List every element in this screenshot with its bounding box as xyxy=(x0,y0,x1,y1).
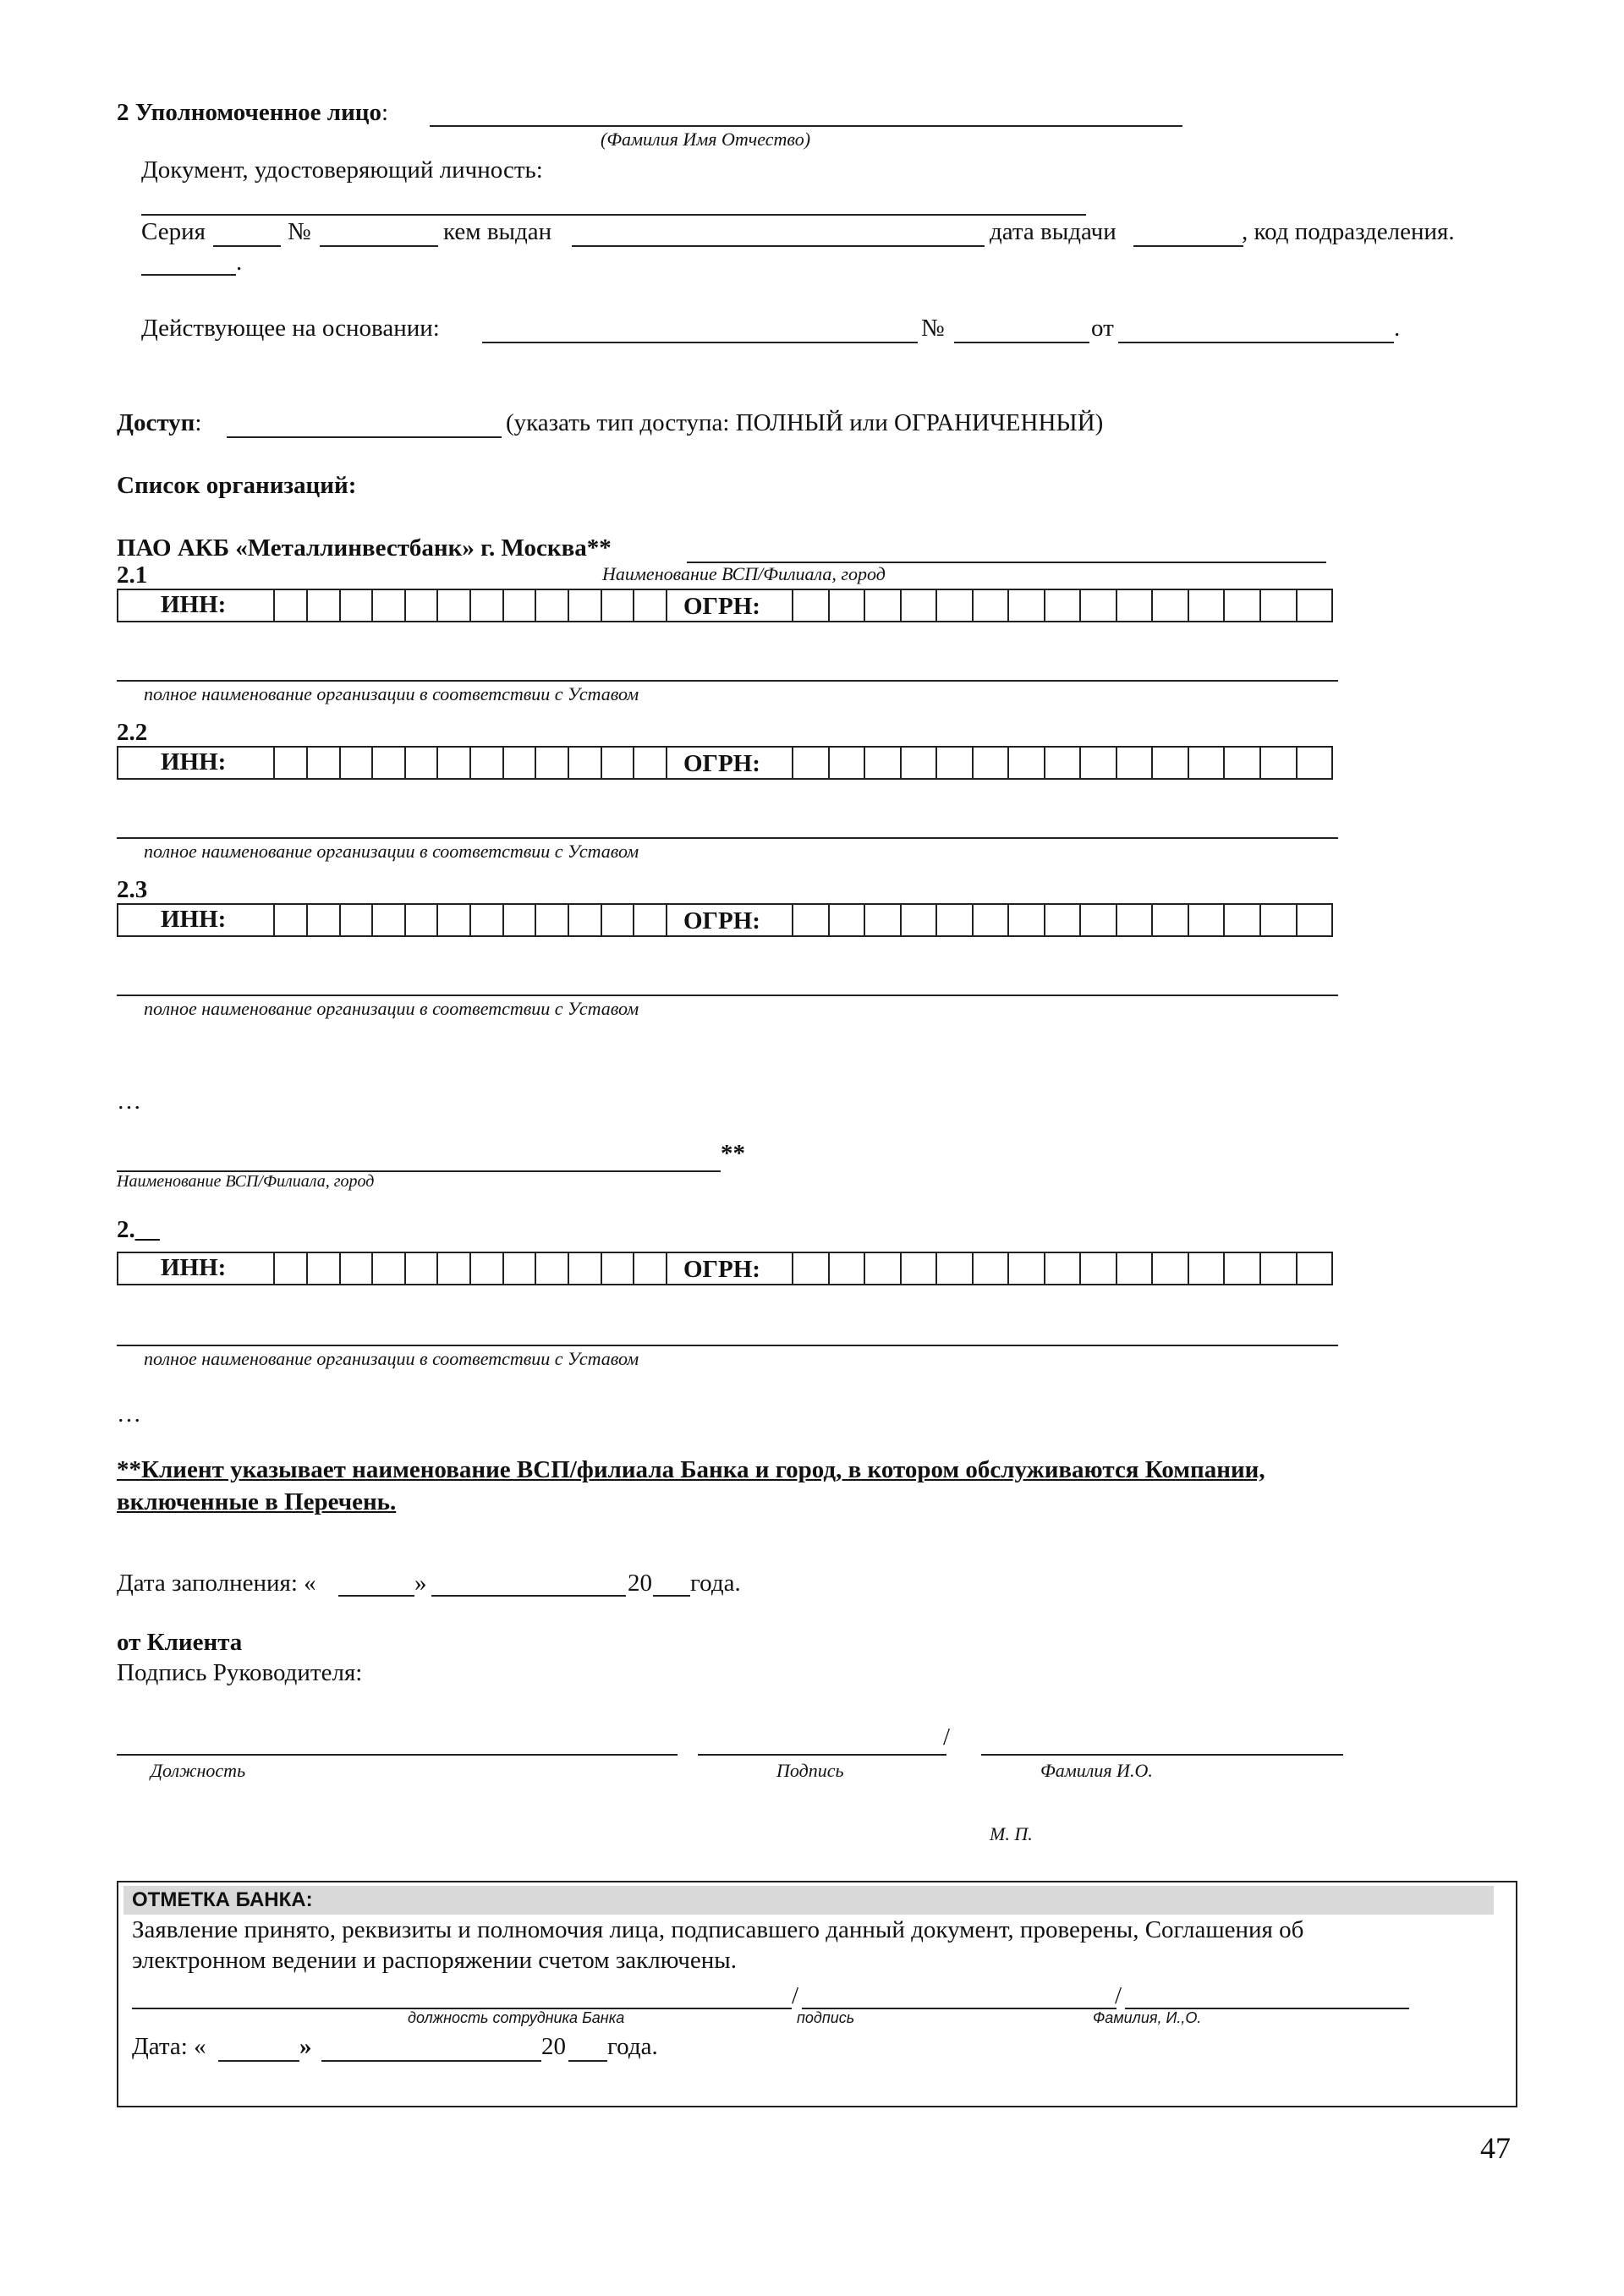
division-code-label: , код подразделения. xyxy=(1242,218,1455,245)
note-line-1: **Клиент указывает наименование ВСП/филиала Банка и город, в котором обслуживаются Компании, xyxy=(117,1456,1265,1483)
ogrn-label: ОГРН: xyxy=(683,1256,760,1283)
ogrn-digit-cell[interactable] xyxy=(1261,1253,1298,1284)
ogrn-digit-cell[interactable] xyxy=(830,590,866,621)
inn-digit-cell[interactable] xyxy=(438,905,471,935)
position-input-line[interactable] xyxy=(117,1754,678,1756)
bank-slash-2: / xyxy=(1115,1982,1122,2009)
ogrn-digit-cell[interactable] xyxy=(1153,905,1189,935)
inn-digit-cell[interactable] xyxy=(341,905,374,935)
client-fio-input-line[interactable] xyxy=(981,1754,1343,1756)
inn-digit-cell[interactable] xyxy=(406,748,439,778)
ogrn-digit-cell[interactable] xyxy=(974,748,1010,778)
ogrn-digit-cell[interactable] xyxy=(937,905,974,935)
extra-org-number: 2.__ xyxy=(117,1216,160,1243)
ogrn-digit-cell[interactable] xyxy=(1189,1253,1226,1284)
signature-input-line[interactable] xyxy=(698,1754,946,1756)
ogrn-digit-cell[interactable] xyxy=(1189,590,1226,621)
inn-digit-cell[interactable] xyxy=(373,590,406,621)
bank-mark-text-1: Заявление принято, реквизиты и полномочия лица, подписавшего данный документ, проверены, Соглашения об xyxy=(132,1916,1304,1943)
inn-label: ИНН: xyxy=(161,748,227,775)
inn-digit-cell[interactable] xyxy=(602,748,635,778)
ogrn-digit-cell[interactable] xyxy=(1153,590,1189,621)
ogrn-digit-cell[interactable] xyxy=(974,590,1010,621)
ogrn-digit-cell[interactable] xyxy=(1225,1253,1261,1284)
org-full-name-caption: полное наименование организации в соответствии с Уставом xyxy=(144,998,639,1019)
bank-name: ПАО АКБ «Металлинвестбанк» г. Москва** xyxy=(117,534,612,562)
access-hint: (указать тип доступа: ПОЛНЫЙ или ОГРАНИЧЕННЫЙ) xyxy=(506,409,1104,436)
ogrn-digit-cell[interactable] xyxy=(830,1253,866,1284)
access-type-input-line[interactable] xyxy=(227,436,502,438)
ogrn-digit-cell[interactable] xyxy=(830,748,866,778)
signature-caption: Подпись xyxy=(776,1760,844,1781)
inn-digit-cell[interactable] xyxy=(602,905,635,935)
ogrn-digit-cell[interactable] xyxy=(1225,590,1261,621)
bank-mark-text-2: электронном ведении и распоряжении счетом заключены. xyxy=(132,1947,737,1974)
org-full-name-input-line[interactable] xyxy=(117,995,1338,996)
org-full-name-input-line[interactable] xyxy=(117,837,1338,839)
ogrn-digit-cell[interactable] xyxy=(1225,748,1261,778)
inn-digit-cell[interactable] xyxy=(373,748,406,778)
ogrn-label: ОГРН: xyxy=(683,593,760,620)
inn-digit-cell[interactable] xyxy=(536,1253,569,1284)
series-input-line[interactable] xyxy=(213,245,281,247)
ogrn-digit-cell[interactable] xyxy=(830,905,866,935)
issue-date-input-line[interactable] xyxy=(1133,245,1243,247)
inn-digit-cell[interactable] xyxy=(634,905,667,935)
ogrn-digit-cell[interactable] xyxy=(1261,905,1298,935)
bank-slash-1: / xyxy=(792,1982,799,2009)
fill-year-prefix: 20 xyxy=(628,1570,652,1597)
ogrn-digit-cell[interactable] xyxy=(902,748,938,778)
ogrn-digit-cell[interactable] xyxy=(1298,905,1334,935)
inn-digit-cell[interactable] xyxy=(471,905,504,935)
ogrn-digit-cell[interactable] xyxy=(1189,905,1226,935)
inn-digit-cell[interactable] xyxy=(275,748,308,778)
ogrn-digit-cell[interactable] xyxy=(1117,590,1154,621)
number-input-line[interactable] xyxy=(320,245,438,247)
ogrn-digit-cell[interactable] xyxy=(937,748,974,778)
inn-digit-cell[interactable] xyxy=(536,748,569,778)
inn-label: ИНН: xyxy=(161,906,227,933)
fill-day-input-line[interactable] xyxy=(338,1595,414,1597)
inn-digit-cell[interactable] xyxy=(373,905,406,935)
ogrn-digit-cell[interactable] xyxy=(1009,748,1045,778)
client-fio-caption: Фамилия И.О. xyxy=(1040,1760,1153,1781)
ogrn-label: ОГРН: xyxy=(683,750,760,777)
inn-digit-cell[interactable] xyxy=(504,590,537,621)
ogrn-digit-cell[interactable] xyxy=(793,590,830,621)
inn-digit-cell[interactable] xyxy=(569,590,602,621)
inn-digit-cell[interactable] xyxy=(438,590,471,621)
inn-digit-cell[interactable] xyxy=(602,1253,635,1284)
from-client: от Клиента xyxy=(117,1629,243,1656)
inn-digit-cell[interactable] xyxy=(536,590,569,621)
division-code-dot: . xyxy=(236,249,243,276)
id-document-input-line[interactable] xyxy=(141,214,1086,216)
inn-digit-cell[interactable] xyxy=(308,748,341,778)
bank-year-suffix: года. xyxy=(607,2033,658,2060)
ogrn-digit-cell[interactable] xyxy=(1117,905,1154,935)
inn-digit-cell[interactable] xyxy=(308,905,341,935)
bank-day-input-line[interactable] xyxy=(218,2060,299,2062)
ogrn-digit-cell[interactable] xyxy=(1153,1253,1189,1284)
org-number: 2.3 xyxy=(117,876,148,903)
note-line-2: включенные в Перечень. xyxy=(117,1488,397,1515)
fill-date-close: » xyxy=(414,1570,427,1597)
ogrn-digit-cell[interactable] xyxy=(974,905,1010,935)
fio-caption: (Фамилия Имя Отчество) xyxy=(601,129,811,150)
extra-org-full-name-caption: полное наименование организации в соответствии с Уставом xyxy=(144,1348,639,1369)
inn-digit-cell[interactable] xyxy=(504,1253,537,1284)
ogrn-digit-cell[interactable] xyxy=(1117,1253,1154,1284)
ogrn-digit-cell[interactable] xyxy=(1298,748,1334,778)
inn-label: ИНН: xyxy=(161,591,227,618)
inn-digit-cell[interactable] xyxy=(504,748,537,778)
employee-position-caption: должность сотрудника Банка xyxy=(408,2009,625,2026)
basis-number-sign: № xyxy=(921,315,945,342)
ogrn-digit-cell[interactable] xyxy=(793,1253,830,1284)
ogrn-digit-cell[interactable] xyxy=(1081,905,1117,935)
inn-digit-cell[interactable] xyxy=(471,748,504,778)
issued-by-label: кем выдан xyxy=(443,218,552,245)
ogrn-digit-cell[interactable] xyxy=(865,905,902,935)
page-number: 47 xyxy=(1480,2131,1511,2165)
bank-date-close: » xyxy=(299,2033,312,2060)
inn-digit-cell[interactable] xyxy=(471,1253,504,1284)
fill-date-label: Дата заполнения: « xyxy=(117,1570,316,1597)
fio-input-line[interactable] xyxy=(430,125,1182,127)
fill-month-input-line[interactable] xyxy=(431,1595,626,1597)
number-sign: № xyxy=(288,218,311,245)
ellipsis-1: … xyxy=(117,1088,141,1115)
inn-digit-cell[interactable] xyxy=(308,590,341,621)
inn-digit-cell[interactable] xyxy=(569,1253,602,1284)
inn-digit-cell[interactable] xyxy=(471,590,504,621)
ogrn-digit-cell[interactable] xyxy=(902,1253,938,1284)
ellipsis-2: … xyxy=(117,1400,141,1427)
ogrn-digit-cell[interactable] xyxy=(1298,1253,1334,1284)
ogrn-digit-cell[interactable] xyxy=(1298,590,1334,621)
inn-digit-cell[interactable] xyxy=(634,1253,667,1284)
inn-digit-cell[interactable] xyxy=(569,905,602,935)
fill-year-suffix: года. xyxy=(690,1570,741,1597)
ogrn-digit-cell[interactable] xyxy=(1261,590,1298,621)
bank-year-input-line[interactable] xyxy=(568,2060,607,2062)
bank-date-label: Дата: « xyxy=(132,2033,206,2060)
inn-digit-cell[interactable] xyxy=(308,1253,341,1284)
inn-digit-cell[interactable] xyxy=(275,590,308,621)
inn-digit-cell[interactable] xyxy=(341,590,374,621)
ogrn-digit-cell[interactable] xyxy=(1189,748,1226,778)
employee-signature-caption: подпись xyxy=(797,2009,855,2026)
inn-digit-cell[interactable] xyxy=(275,905,308,935)
inn-digit-cell[interactable] xyxy=(406,1253,439,1284)
inn-digit-cell[interactable] xyxy=(438,748,471,778)
signature-slash: / xyxy=(943,1723,951,1751)
inn-digit-cell[interactable] xyxy=(438,1253,471,1284)
fill-year-input-line[interactable] xyxy=(653,1595,690,1597)
inn-digit-cell[interactable] xyxy=(634,590,667,621)
bank-mark-box xyxy=(117,1881,1517,2107)
ogrn-digit-cell[interactable] xyxy=(974,1253,1010,1284)
ogrn-digit-cell[interactable] xyxy=(1045,590,1082,621)
org-number: 2.1 xyxy=(117,562,148,589)
manager-signature-label: Подпись Руководителя: xyxy=(117,1659,363,1686)
ogrn-digit-cell[interactable] xyxy=(1045,748,1082,778)
issue-date-label: дата выдачи xyxy=(990,218,1116,245)
authorized-person-title: 2 Уполномоченное лицо xyxy=(117,99,381,126)
ogrn-digit-cell[interactable] xyxy=(1045,1253,1082,1284)
ogrn-digit-cell[interactable] xyxy=(1009,1253,1045,1284)
access-row: Доступ: xyxy=(117,409,202,436)
branch-caption: Наименование ВСП/Филиала, город xyxy=(602,563,886,584)
inn-digit-cell[interactable] xyxy=(406,590,439,621)
org-full-name-caption: полное наименование организации в соответствии с Уставом xyxy=(144,841,639,862)
org-full-name-input-line[interactable] xyxy=(117,680,1338,682)
inn-digit-cell[interactable] xyxy=(536,905,569,935)
ogrn-digit-cell[interactable] xyxy=(902,905,938,935)
ogrn-digit-cell[interactable] xyxy=(1009,905,1045,935)
basis-date-input-line[interactable] xyxy=(1118,342,1394,343)
ogrn-digit-cell[interactable] xyxy=(793,748,830,778)
inn-digit-cell[interactable] xyxy=(602,590,635,621)
inn-digit-cell[interactable] xyxy=(504,905,537,935)
ogrn-digit-cell[interactable] xyxy=(793,905,830,935)
bank-mark-header: ОТМЕТКА БАНКА: xyxy=(123,1886,1494,1915)
ogrn-digit-cell[interactable] xyxy=(937,590,974,621)
ogrn-digit-cell[interactable] xyxy=(1081,748,1117,778)
inn-digit-cell[interactable] xyxy=(275,1253,308,1284)
inn-digit-cell[interactable] xyxy=(373,1253,406,1284)
authorized-person-heading: 2 Уполномоченное лицо: xyxy=(117,99,389,126)
inn-digit-cell[interactable] xyxy=(341,1253,374,1284)
ogrn-digit-cell[interactable] xyxy=(1081,1253,1117,1284)
inn-digit-cell[interactable] xyxy=(569,748,602,778)
ogrn-digit-cell[interactable] xyxy=(865,590,902,621)
inn-label: ИНН: xyxy=(161,1254,227,1281)
division-code-input-line[interactable] xyxy=(141,274,236,276)
bank-year-prefix: 20 xyxy=(541,2033,566,2060)
ogrn-digit-cell[interactable] xyxy=(1153,748,1189,778)
ogrn-digit-cell[interactable] xyxy=(1225,905,1261,935)
acting-basis-label: Действующее на основании: xyxy=(141,315,440,342)
inn-digit-cell[interactable] xyxy=(406,905,439,935)
basis-from-label: от xyxy=(1091,315,1114,342)
position-caption: Должность xyxy=(151,1760,246,1781)
ogrn-digit-cell[interactable] xyxy=(1117,748,1154,778)
stamp-place: М. П. xyxy=(990,1823,1033,1844)
basis-input-line[interactable] xyxy=(482,342,918,343)
ogrn-label: ОГРН: xyxy=(683,907,760,934)
extra-branch-caption: Наименование ВСП/Филиала, город xyxy=(117,1172,375,1191)
org-number: 2.2 xyxy=(117,719,148,746)
ogrn-digit-cell[interactable] xyxy=(865,1253,902,1284)
id-document-label: Документ, удостоверяющий личность: xyxy=(141,156,543,184)
org-full-name-caption: полное наименование организации в соответствии с Уставом xyxy=(144,683,639,704)
ogrn-digit-cell[interactable] xyxy=(902,590,938,621)
basis-dot: . xyxy=(1394,315,1401,342)
org-list-title: Список организаций: xyxy=(117,472,357,499)
access-label: Доступ xyxy=(117,409,195,436)
inn-digit-cell[interactable] xyxy=(634,748,667,778)
extra-org-full-name-input-line[interactable] xyxy=(117,1345,1338,1346)
inn-digit-cell[interactable] xyxy=(341,748,374,778)
ogrn-digit-cell[interactable] xyxy=(1081,590,1117,621)
ogrn-digit-cell[interactable] xyxy=(1261,748,1298,778)
passport-series-row: Серия xyxy=(141,218,206,245)
ogrn-digit-cell[interactable] xyxy=(937,1253,974,1284)
issued-by-input-line[interactable] xyxy=(572,245,985,247)
basis-number-input-line[interactable] xyxy=(954,342,1089,343)
ogrn-digit-cell[interactable] xyxy=(1009,590,1045,621)
ogrn-digit-cell[interactable] xyxy=(865,748,902,778)
extra-branch-stars: ** xyxy=(721,1140,745,1167)
employee-fio-caption: Фамилия, И.,О. xyxy=(1093,2009,1202,2026)
ogrn-digit-cell[interactable] xyxy=(1045,905,1082,935)
bank-month-input-line[interactable] xyxy=(321,2060,541,2062)
